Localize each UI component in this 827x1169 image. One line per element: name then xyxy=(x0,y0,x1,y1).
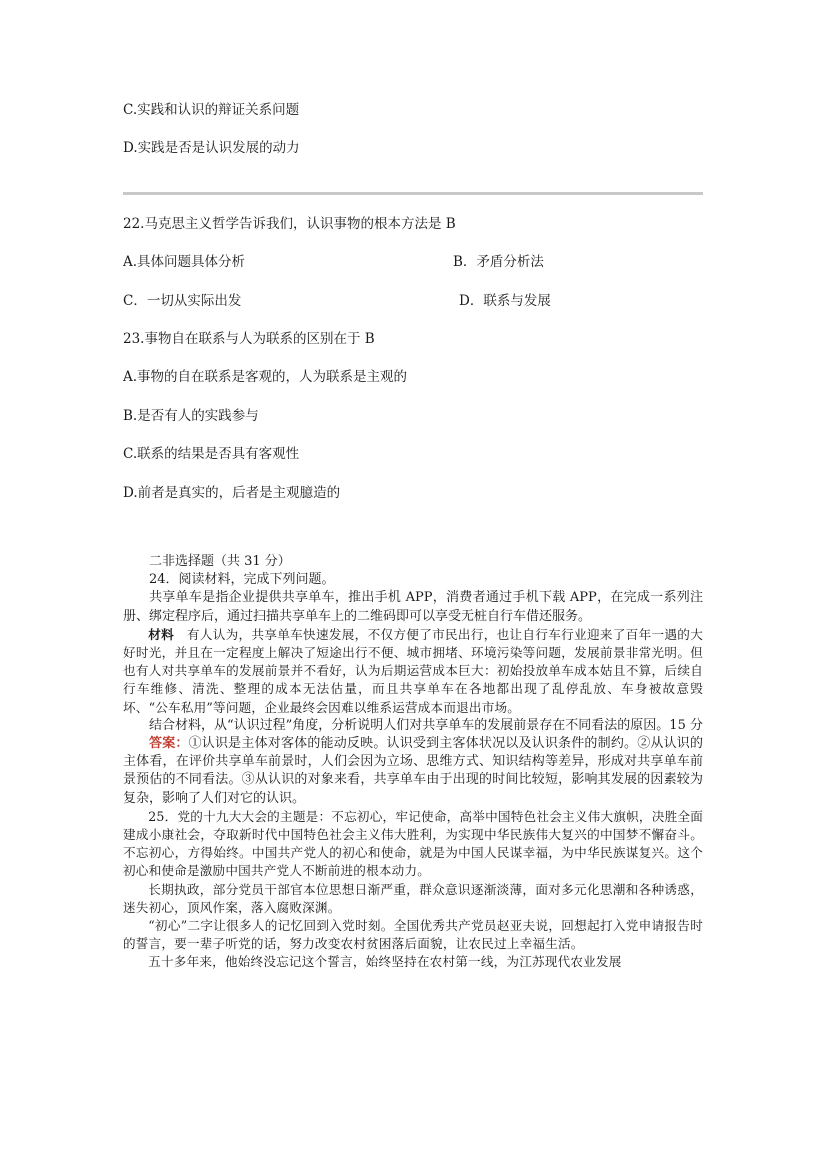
question-23-option-a: A.事物的自在联系是客观的，人为联系是主观的 xyxy=(123,369,408,385)
answer-label: 答案： xyxy=(149,736,189,752)
section-divider xyxy=(123,192,703,195)
option-c-top: C.实践和认识的辩证关系问题 xyxy=(123,102,300,118)
question-25-paragraph-1: 25．党的十九大大会的主题是：不忘初心，牢记使命，高举中国特色社会主义伟大旗帜，决胜全面建成小康社会，夺取新时代中国特色社会主义伟大胜利，为实现中华民族伟大复兴的中国梦不懈奋斗。不忘初心，方得始终。中国共产党人的初心和使命，就是为中国人民谋幸福，为中华民族谋复兴。这个初心和使命是激励中国共产党人不断前进的根本动力。 xyxy=(123,808,703,879)
answer-paragraph xyxy=(123,735,703,808)
question-22-option-d: D．联系与发展 xyxy=(459,293,551,309)
question-23-stem: 23.事物自在联系与人为联系的区别在于 B xyxy=(123,331,375,347)
question-25-paragraph-2: 长期执政，部分党员干部官本位思想日渐严重，群众意识逐渐淡薄，面对多元化思潮和各种诱惑，迷失初心，顶风作案，落入腐败深渊。 xyxy=(123,881,703,915)
question-22-option-a: A.具体问题具体分析 xyxy=(123,254,246,270)
material-text: 有人认为，共享单车快速发展，不仅方便了市民出行，也让自行车行业迎来了百年一遇的大好时光，并且在一定程度上解决了短途出行不便、城市拥堵、环境污染等问题，发展前景非常光明。但也有人对共享单车的发展前景并不看好，认为后期运营成本巨大：初始投放单车成本姑且不算，后续自行车维修、清洗、整理的成本无法估量，而且共享单车在各地都出现了乱停乱放、车身被故意毁坏、“公车私用”等问题，企业最终会因难以维系运营成本而退出市场。 xyxy=(123,626,703,715)
question-22-option-b: B．矛盾分析法 xyxy=(453,254,544,270)
question-22-stem: 22.马克思主义哲学告诉我们，认识事物的根本方法是 B xyxy=(123,216,456,232)
question-24-question: 结合材料，从“认识过程”角度，分析说明人们对共享单车的发展前景存在不同看法的原因。15 分 xyxy=(149,717,703,733)
question-23-option-d: D.前者是真实的，后者是主观臆造的 xyxy=(123,485,341,501)
material-label: 材料 xyxy=(148,626,174,642)
question-24-intro: 共享单车是指企业提供共享单车，推出手机 APP，消费者通过手机下载 APP，在完成一系列注册、绑定程序后，通过扫描共享单车上的二维码即可以享受无桩自行车借还服务。 xyxy=(123,590,703,624)
question-23-option-c: C.联系的结果是否具有客观性 xyxy=(123,446,300,462)
non-choice-section xyxy=(123,553,703,972)
option-d-top: D.实践是否是认识发展的动力 xyxy=(123,140,300,156)
question-24-title: 24．阅读材料，完成下列问题。 xyxy=(149,572,335,588)
answer-text: ①认识是主体对客体的能动反映。认识受到主客体状况以及认识条件的制约。②从认识的主体看，在评价共享单车前景时，人们会因为立场、思维方式、知识结构等差异，形成对共享单车前景预估的不同看法。③从认识的对象来看，共享单车由于出现的时间比较短，影响其发展的因素较为复杂，影响了人们对它的认识。 xyxy=(123,736,703,806)
question-22-option-c: C．一切从实际出发 xyxy=(123,293,242,309)
question-25-paragraph-3: “初心”二字让很多人的记忆回到入党时刻。全国优秀共产党员赵亚夫说，回想起打入党申请报告时的誓言，要一辈子听党的话，努力改变农村贫困落后面貌，让农民过上幸福生活。 xyxy=(123,918,703,952)
material-paragraph xyxy=(123,626,703,717)
question-25-paragraph-4: 五十多年来，他始终没忘记这个誓言，始终坚持在农村第一线，为江苏现代农业发展 xyxy=(148,954,622,970)
section-heading: 二非选择题（共 31 分） xyxy=(149,554,291,569)
question-23-option-b: B.是否有人的实践参与 xyxy=(123,408,259,424)
